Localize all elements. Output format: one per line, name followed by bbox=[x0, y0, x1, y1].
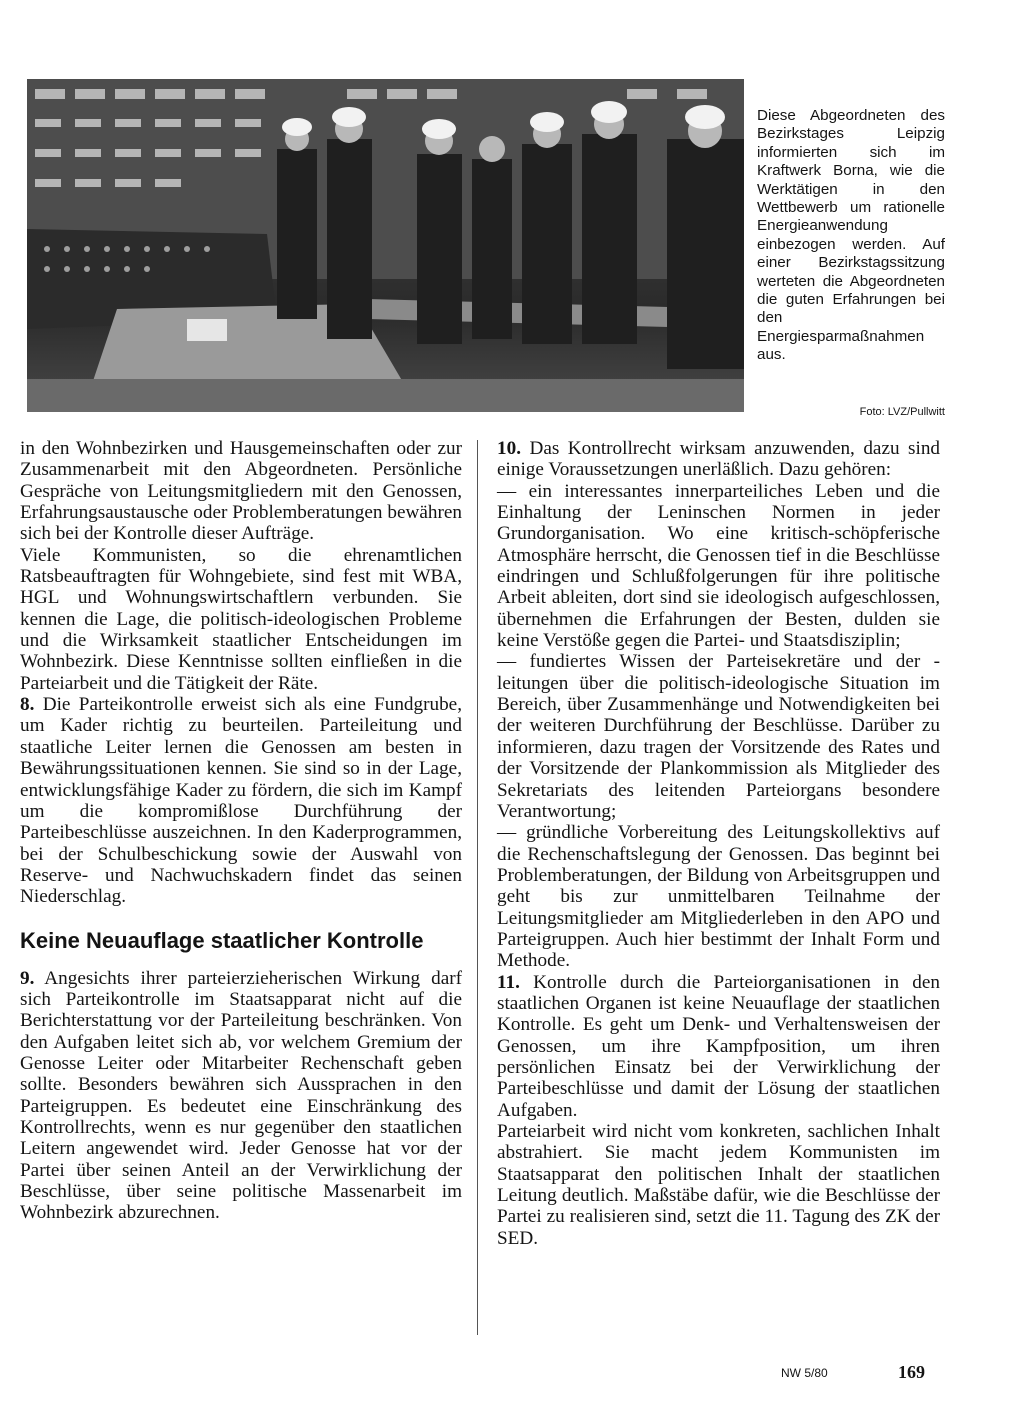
control-room-photo bbox=[27, 79, 744, 412]
paragraph-text: Die Parteikontrolle erweist sich als eine Fundgrube, um Kader richtig zu beurteilen. Parteileitung und staatliche Leiter lernen die Genossen am besten in Bewährungssituationen kennen. Sie sind so in der Lage, entwicklungsfähige Kader zu fördern, die sich im Kampf um die kompromißlose Durchführung der Parteibeschlüsse auszeichnen. In den Kaderprogrammen, bei der Schulbeschickung sowie der Auswahl von Reserve- und Nachwuchskadern findet das seinen Niederschlag. bbox=[20, 694, 462, 908]
paragraph-text: Angesichts ihrer parteierzieherischen Wirkung darf sich Parteikontrolle im Staatsapparat nicht auf die Berichterstattung vor der Parteileitung beschränken. Von den Aufgaben leitet sich ab, vor welchem Gremium der Genosse Leiter oder Mitarbeiter Rechenschaft geben sollte. Besonders bewähren sich Aussprachen in den Parteigruppen. Es bedeutet eine Einschränkung des Kontrollrechts, wenn es nur gegenüber den staatlichen Leitern angewendet wird. Jeder Genosse hat vor der Partei über seinen Anteil an der Verwirklichung der Beschlüsse, über seine politische Massenarbeit im Wohnbezirk abzurechnen. bbox=[20, 967, 462, 1224]
paragraph: Viele Kommunisten, so die ehrenamtlichen Ratsbeauftragten für Wohngebiete, sind fest mit WBA, HGL und Wohnungswirtschaftlern verbunden. Sie kennen die Lage, die politisch-ideologischen Probleme und die Wirksamkeit staatlicher Entscheidungen im Wohnbezirk. Diese Kenntnisse sollten einfließen in die Parteiarbeit und die Tätigkeit der Räte. bbox=[20, 544, 462, 694]
paragraph-number: 10. bbox=[497, 438, 521, 459]
paragraph-number: 9. bbox=[20, 967, 35, 989]
paragraph-text: Kontrolle durch die Parteiorganisationen in den staatlichen Organen ist keine Neuauflage der staatlichen Kontrolle. Es geht um Denk- und Verhaltensweisen der Genossen, um ihre Kampfposition, um ihren persönlichen Einsatz bei der Verwirklichung der Parteibeschlüsse und damit der Lösung der staatlichen Aufgaben. bbox=[497, 971, 940, 1121]
paragraph: Parteiarbeit wird nicht vom konkreten, sachlichen Inhalt abstrahiert. Sie macht jedem Kommunisten im Staatsapparat den politischen Inhalt der staatlichen Leitung deutlich. Maßstäbe dafür, wie die Beschlüsse der Partei zu realisieren sind, setzt die 11. Tagung des ZK der SED. bbox=[497, 1121, 940, 1249]
paragraph-number: 11. bbox=[497, 971, 520, 993]
paragraph-11 bbox=[497, 972, 940, 1121]
issue-label: NW 5/80 bbox=[781, 1366, 828, 1380]
left-column bbox=[20, 438, 462, 1224]
column-divider bbox=[477, 440, 478, 1335]
list-item: — ein interessantes innerparteiliches Leben und die Einhaltung der Leninschen Normen in jeder Grundorganisation. Wo eine kritisch-schöpferische Atmosphäre herrscht, die Genossen tief in die Beschlüsse eindringen und Schlußfolgerungen für ihre politische Arbeit ableiten, dort sind sie ideologisch aufgeschlossen, übernehmen die Erfahrungen der Besten, dulden sie keine Verstöße gegen die Partei- und Staatsdisziplin; bbox=[497, 480, 940, 652]
paragraph-10 bbox=[497, 438, 940, 481]
section-heading: Keine Neuauflage staatlicher Kontrolle bbox=[20, 927, 424, 953]
list-item: — fundiertes Wissen der Parteisekretäre und der -leitungen über die politisch-ideologische Situation im Bereich, über Zusammenhänge und Notwendigkeiten bei der weiteren Durchführung der Beschlüsse. Darüber zu informieren, dazu tragen der Vorsitzende des Rates und der Vorsitzende der Plankommission als Mitglieder des Sekretariats des leitenden Parteiorgans besondere Verantwortung; bbox=[497, 651, 940, 822]
paragraph-text: Das Kontrollrecht wirksam anzuwenden, dazu sind einige Voraussetzungen unerläßlich. Dazu gehören: bbox=[497, 438, 941, 481]
article-photo bbox=[27, 79, 744, 412]
paragraph: in den Wohnbezirken und Hausgemeinschaften oder zur Zusammenarbeit mit den Abgeordneten. Persönliche Gespräche von Leitungsmitgliedern mit den Genossen, Erfahrungsaustausche oder Problemberatungen bewähren sich bei der Kontrolle dieser Aufträge. bbox=[20, 438, 462, 545]
paragraph-8 bbox=[20, 694, 462, 907]
page-number: 169 bbox=[898, 1362, 925, 1382]
paragraph-number: 8. bbox=[20, 694, 35, 716]
photo-credit: Foto: LVZ/Pullwitt bbox=[859, 406, 945, 418]
right-column bbox=[497, 438, 940, 1249]
photo-caption: Diese Abgeordneten des Bezirkstages Leipzig informierten sich im Kraftwerk Borna, wie die Werktätigen in den Wettbewerb um rationelle Energieanwendung einbezogen werden. Auf einer Bezirkstagssitzung werteten die Abgeordneten die guten Erfahrungen bei den Energiesparmaßnahmen aus. bbox=[757, 107, 945, 364]
list-item: — gründliche Vorbereitung des Leitungskollektivs auf die Rechenschaftslegung der Genossen. Das beginnt bei Problemberatungen, der Bildung von Arbeitsgruppen und geht bis zur unmittelbaren Teilnahme der Leitungsmitglieder am Mitgliederleben in den APO und Parteigruppen. Auch hier bestimmt der Inhalt Form und Methode. bbox=[497, 822, 940, 972]
paragraph-9 bbox=[20, 968, 462, 1224]
